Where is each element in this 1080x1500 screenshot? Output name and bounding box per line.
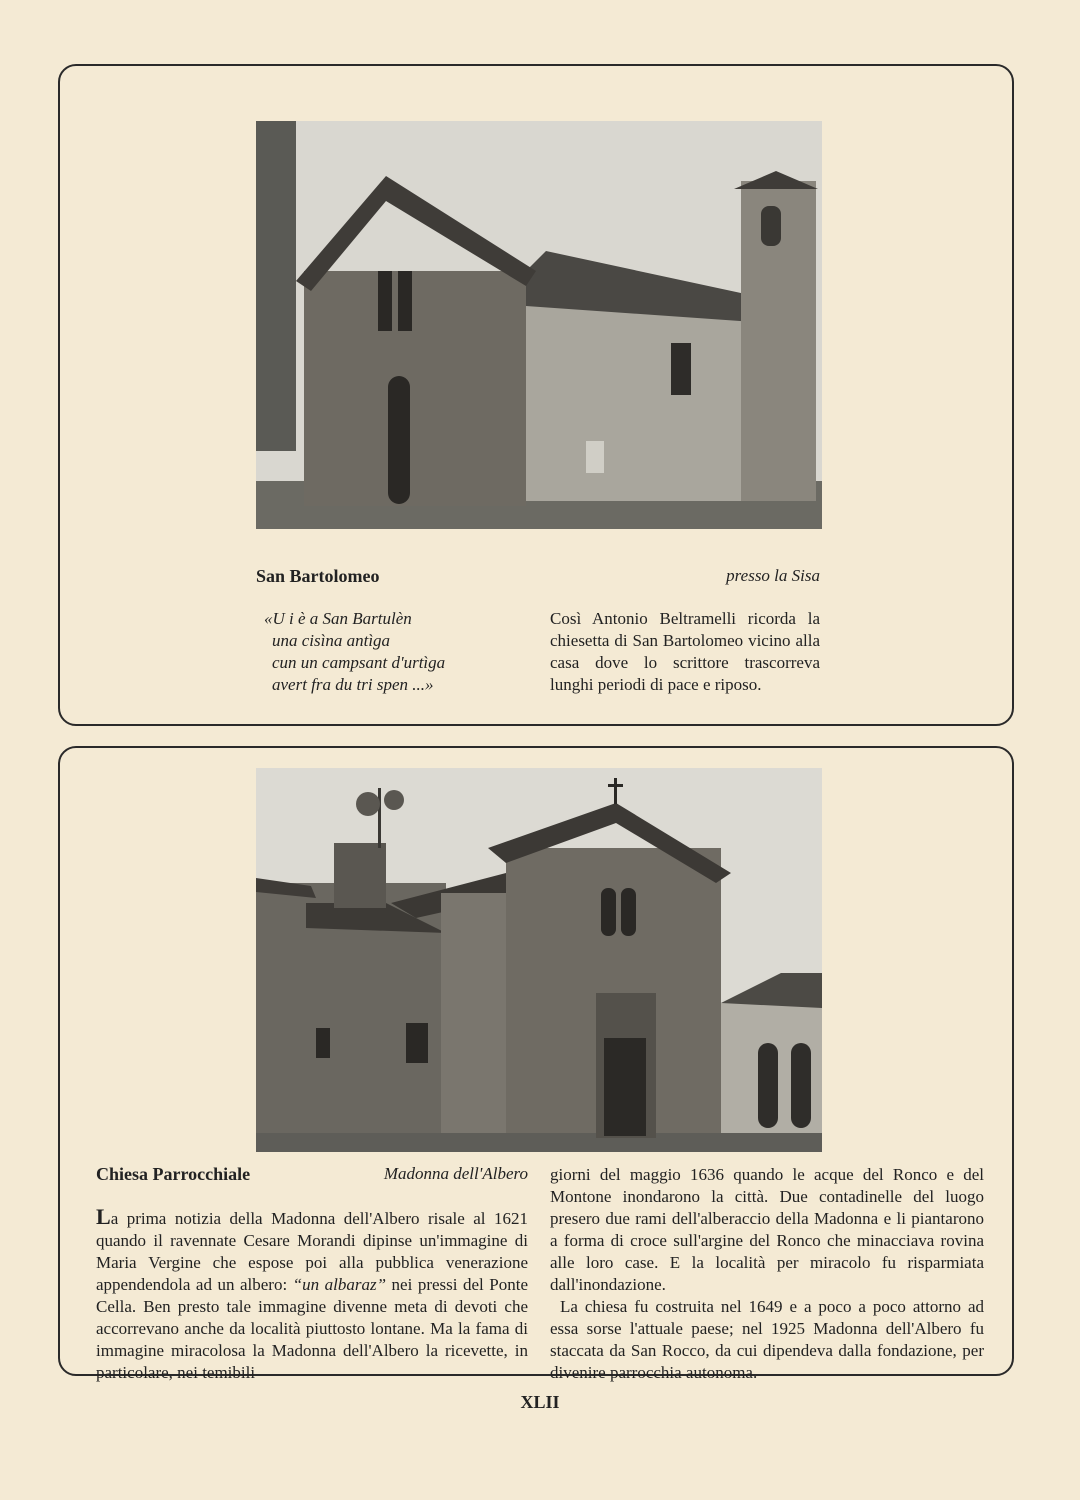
paragraph-text: nei pressi del Ponte Cella. Ben presto tale immagine divenne meta di devoti che accorrevano anche da località piuttosto lontane. Ma la fama di immagine miracolosa la Madonna dell'Albero la ricevette, in particolare, nei temibili	[96, 1275, 528, 1382]
poem-line: una cisìna antìga	[272, 631, 391, 650]
caption-title: Chiesa Parrocchiale	[96, 1164, 251, 1184]
caption-subtitle: presso la Sisa	[726, 566, 820, 585]
poem-line: «U i è a San Bartulèn	[264, 609, 412, 628]
dialect-poem	[264, 608, 445, 696]
caption-title: San Bartolomeo	[256, 566, 380, 586]
poem-line: avert fra du tri spen ...»	[272, 675, 434, 694]
article-paragraph: giorni del maggio 1636 quando le acque del Ronco e del Montone inondarono la città. Due contadinelle del luogo presero due rami dell'alberaccio della Madonna e li piantarono a forma di croce sull'argine del Ronco che minacciava rovina alle loro case. E la località per miracolo fu risparmiata dall'inondazione.	[550, 1165, 984, 1294]
top-panel	[58, 64, 1014, 726]
drop-cap: L	[96, 1204, 111, 1229]
san-bartolomeo-photo	[256, 121, 822, 529]
dialect-quote: “un albaraz”	[292, 1275, 387, 1294]
church-illustration-top	[256, 121, 822, 529]
chiesa-parrocchiale-photo	[256, 768, 822, 1152]
church-illustration-bottom	[256, 768, 822, 1152]
article-column-left	[96, 1206, 528, 1384]
page-number: XLII	[520, 1392, 560, 1412]
article-paragraph	[96, 1206, 528, 1384]
poem-commentary: Così Antonio Beltramelli ricorda la chiesetta di San Bartolomeo vicino alla casa dove lo scrittore trascorreva lunghi periodi di pace e riposo.	[550, 609, 820, 694]
paragraph-text: a prima notizia della Madonna dell'Albero risale al 1621 quando il ravennate Cesare Morandi dipinse un'immagine di Maria Vergine che espose poi alla pubblica venerazione appendendola ad un albero:	[96, 1209, 528, 1294]
bottom-panel	[58, 746, 1014, 1382]
article-paragraph: La chiesa fu costruita nel 1649 e a poco a poco attorno ad essa sorse l'attuale paese; nel 1925 Madonna dell'Albero fu staccata da San Rocco, da cui dipendeva dalla fondazione, per divenire parrocchia autonoma.	[550, 1297, 984, 1382]
poem-line: cun un campsant d'urtìga	[272, 653, 446, 672]
caption-subtitle: Madonna dell'Albero	[383, 1164, 528, 1183]
article-column-right	[550, 1164, 984, 1384]
